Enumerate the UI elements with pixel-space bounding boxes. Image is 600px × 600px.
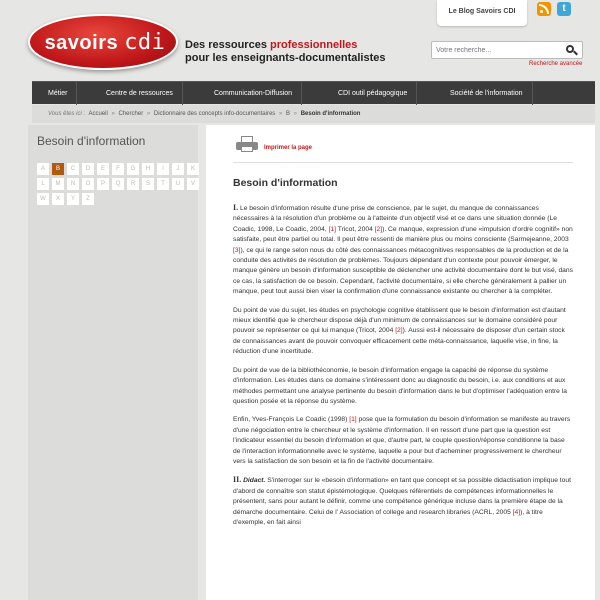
paragraph-text: Tricot, 2004 — [336, 225, 375, 233]
letter-m[interactable]: M — [52, 178, 64, 190]
sidebar-title: Besoin d'information — [37, 134, 146, 148]
letter-b[interactable]: B — [52, 163, 64, 175]
divider — [233, 162, 573, 163]
article-title: Besoin d'information — [233, 177, 338, 189]
letter-j[interactable]: J — [172, 163, 184, 175]
search-box — [431, 41, 583, 59]
article-body — [233, 203, 574, 536]
letter-t[interactable]: T — [157, 178, 169, 190]
letter-f[interactable]: F — [112, 163, 124, 175]
nav-item-metier[interactable]: Métier — [39, 82, 77, 105]
nav-item-communication[interactable]: Communication-Diffusion — [205, 82, 302, 105]
nav-item-centre-ressources[interactable]: Centre de ressources — [97, 82, 183, 105]
breadcrumb-item-accueil[interactable]: Accueil — [88, 111, 108, 117]
letter-a[interactable]: A — [37, 163, 49, 175]
paragraph-text: ). Ce manque, expression d'une «impulsion d'ordre cognitif» non satisfaite, peut être partiel ou total. Il peut être ressenti de manière plus ou moins consciente (Sarmejeanne, 2003 — [233, 225, 573, 244]
tagline-line2: pour les enseignants-documentalistes — [185, 52, 386, 64]
letter-c[interactable]: C — [67, 163, 79, 175]
footnote-link[interactable]: [3] — [233, 246, 241, 254]
letter-e[interactable]: E — [97, 163, 109, 175]
blog-tab-link[interactable]: Le Blog Savoirs CDI — [437, 0, 527, 26]
paragraph-text: ), à titre d'exemple, en fait ainsi — [233, 508, 543, 526]
letter-q[interactable]: Q — [112, 178, 124, 190]
letter-z[interactable]: Z — [82, 193, 94, 205]
site-logo[interactable] — [28, 14, 178, 70]
letter-k[interactable]: K — [187, 163, 199, 175]
advanced-search-link[interactable]: Recherche avancée — [529, 61, 583, 67]
search-input[interactable] — [436, 44, 556, 57]
letter-g[interactable]: G — [127, 163, 139, 175]
letter-l[interactable]: L — [37, 178, 49, 190]
footnote-link[interactable]: [4] — [512, 508, 521, 516]
breadcrumb-separator: » — [146, 111, 151, 117]
footnote-link[interactable]: [1] — [349, 416, 357, 424]
breadcrumb-item-chercher[interactable]: Chercher — [118, 111, 144, 117]
footnote-link[interactable]: [2] — [374, 225, 383, 233]
section-number: II. — [233, 475, 242, 485]
paragraph-text: S'interroger sur le «besoin d'information» en tant que concept et sa possible didactisation implique tout d'abord de connaître son statut épistémologique. Quelques référentiels de compétences informationnelles le présentent, sans pour autant le définir, comme une compétence générique incluse dans la première étape de la démarche documentaire. Celui de l' Association of college and research libraries (ACRL, 2005 — [233, 477, 571, 516]
paragraph-emphasis: Didact. — [241, 477, 266, 485]
site-tagline — [185, 39, 386, 65]
logo-text — [30, 30, 180, 55]
paragraph-text: ), ce qui le range selon nous du côté des connaissances métacognitives responsables de la production et de la conduite des activités de résolution de problèmes. Toujours dépendant d'un contexte pour pouvoir émerger, le manque génère un besoin d'information susceptible de déclencher une activité documentaire dont le but visé, dans ce cas, la satisfaction de ce besoin. Cependant, l'activité documentaire, si elle cherche généralement à pallier un manque, peut tout aussi bien viser la confirmation d'une connaissance existante ou chercher à la compléter. — [233, 246, 573, 296]
paragraph-text: pose que la formulation du besoin d'information se manifeste au travers d'une négociation entre le chercheur et le système d'information. Il en ressort d'une part que la question est l'indicateur essentiel du besoin d'information et que, d'autre part, le couple question/réponse conditionne la base de l'interaction informationnelle avec le système, laquelle a pour but d'acheminer progressivement le chercheur vers la satisfaction de son besoin et la fin de l'activité documentaire. — [233, 416, 571, 465]
letter-s[interactable]: S — [142, 178, 154, 190]
letter-v[interactable]: V — [187, 178, 199, 190]
breadcrumb-item-dictionnaire[interactable]: Dictionnaire des concepts info-documentaires — [153, 111, 276, 117]
nav-item-cdi-outil[interactable]: CDI outil pédagogique — [329, 82, 417, 105]
article-paragraph — [233, 415, 574, 467]
breadcrumb-separator: » — [293, 111, 298, 117]
article-paragraph — [233, 306, 574, 358]
logo-cdi: cdi — [124, 30, 166, 55]
paragraph-text: Du point de vue du sujet, les études en psychologie cognitive établissent que le besoin d'information est d'autant mieux identifié que le chercheur dispose déjà d'un minimum de connaissances sur le domaine considéré pour pouvoir se représenter ce qui lui manque (Tricot, 2004 — [233, 306, 566, 335]
article-paragraph — [233, 203, 574, 298]
article-paragraph: Du point de vue de la bibliothéconomie, le besoin d'information engage la capacité de réponse du système d'information. Les études dans ce domaine s'intéressent donc au diagnostic du besoin, i.e. aux conditions et aux méthodes permettant une analyse pertinente du besoin d'information dans le but d'optimiser l'adéquation entre la question posée et la réponse du système. — [233, 366, 567, 405]
site-header — [0, 0, 600, 80]
paragraph-text: Le besoin d'information résulte d'une prise de conscience, par le sujet, du manque de connaissances nécessaires à la résolution d'un problème ou à l'atteinte d'un objectif visé et ce dans une situation donnée (Le Coadic, 1998, Le Coadic, 2004, — [233, 205, 557, 233]
breadcrumb-separator: » — [111, 111, 115, 117]
breadcrumb-separator: » — [278, 111, 283, 117]
letter-r[interactable]: R — [127, 178, 139, 190]
letter-w[interactable]: W — [37, 193, 49, 205]
footnote-link[interactable]: [1] — [328, 225, 336, 233]
print-page-link[interactable]: Imprimer la page — [264, 145, 313, 151]
main-nav — [32, 81, 595, 104]
rss-icon[interactable] — [537, 2, 551, 16]
print-icon[interactable] — [236, 136, 258, 152]
letter-i[interactable]: I — [157, 163, 169, 175]
tagline-accent: professionnelles — [270, 39, 358, 51]
section-number: I. — [233, 203, 239, 212]
nav-item-societe-information[interactable]: Société de l'information — [441, 82, 533, 105]
letter-x[interactable]: X — [52, 193, 64, 205]
tagline-prefix: Des ressources — [185, 39, 270, 51]
letter-d[interactable]: D — [82, 163, 94, 175]
search-icon[interactable] — [565, 44, 579, 57]
letter-o[interactable]: O — [82, 178, 94, 190]
letter-y[interactable]: Y — [67, 193, 79, 205]
letter-p[interactable]: P — [97, 178, 109, 190]
footnote-link[interactable]: [2] — [395, 327, 403, 335]
main-content — [206, 125, 595, 600]
breadcrumb — [32, 105, 595, 123]
breadcrumb-label: Vous êtes ici : — [48, 111, 86, 117]
sidebar — [28, 125, 198, 600]
logo-brand: savoirs — [44, 32, 119, 54]
letter-h[interactable]: H — [142, 163, 154, 175]
paragraph-text: Enfin, Yves-François Le Coadic (1998) — [233, 416, 350, 424]
twitter-icon[interactable]: t — [557, 2, 571, 16]
paragraph-text: ). Aussi est-il nécessaire de disposer d'un certain stock de connaissances avant de pouvoir convoquer efficacement cette méta-connaissance, laquelle vise, in fine, la réduction d'une incertitude. — [233, 327, 565, 356]
breadcrumb-item-b[interactable]: B — [285, 111, 290, 117]
breadcrumb-current: Besoin d'information — [300, 111, 361, 117]
letter-n[interactable]: N — [67, 178, 79, 190]
letter-u[interactable]: U — [172, 178, 184, 190]
article-paragraph — [233, 475, 574, 528]
